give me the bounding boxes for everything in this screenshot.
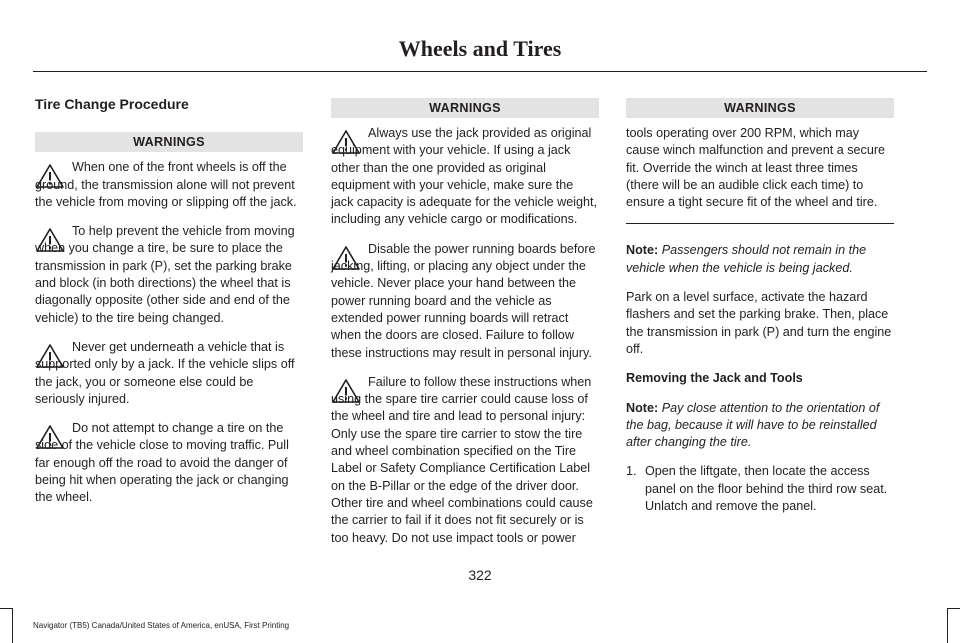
crop-mark-right-horizontal: [948, 608, 960, 609]
warning-item: Do not attempt to change a tire on the side of the vehicle close to moving traffic. Pull far enough off the road to avoid the danger of being hit when operating the jack or changing the wheel.: [35, 421, 289, 505]
warning-triangle-icon: [35, 424, 65, 450]
column-3: [626, 96, 894, 515]
crop-mark-left: [12, 608, 13, 643]
crop-mark-left-horizontal: [0, 608, 12, 609]
warning-continued: tools operating over 200 RPM, which may cause winch malfunction and prevent a secure fit. Override the winch at least three times (there will be an audible click each time) to ensure a tight secure fit of the wheel and tire.: [626, 126, 886, 210]
warning-item: Always use the jack provided as original equipment with your vehicle. If using a jack other than the one provided as original equipment with your vehicle, make sure the jack capacity is adequate for the vehicle weight, including any vehicle cargo or modifications.: [331, 126, 598, 227]
warning-triangle-icon: [331, 378, 361, 404]
note-bag-orientation: Note: Pay close attention to the orientation of the bag, because it will have to be reinstalled after changing the tire.: [626, 400, 880, 450]
warning-triangle-icon: [331, 245, 361, 271]
list-item: 1. Open the liftgate, then locate the access panel on the floor behind the third row seat. Unlatch and remove the panel.: [626, 464, 888, 514]
warnings-header: WARNINGS: [626, 98, 894, 118]
warning-item: Never get underneath a vehicle that is supported only by a jack. If the vehicle slips off the jack, you or someone else could be seriously injured.: [35, 339, 295, 406]
footer-text: Navigator (TB5) Canada/United States of America, enUSA, First Printing: [33, 621, 290, 630]
page-title: Wheels and Tires: [398, 36, 562, 61]
column-2: [331, 96, 599, 559]
steps-list: [626, 463, 894, 515]
crop-mark-right: [947, 608, 948, 643]
section-title: Tire Change Procedure: [35, 96, 189, 112]
warning-triangle-icon: [35, 163, 65, 189]
column-1: [35, 96, 303, 519]
subheading: Removing the Jack and Tools: [626, 371, 803, 386]
warning-triangle-icon: [331, 129, 361, 155]
warning-triangle-icon: [35, 227, 65, 253]
park-instructions: Park on a level surface, activate the hazard flashers and set the parking brake. Then, place the transmission in park (P) and turn the engine off.: [626, 290, 892, 356]
warnings-header: WARNINGS: [331, 98, 599, 118]
note-passengers: Note: Passengers should not remain in the vehicle when the vehicle is being jacked.: [626, 243, 867, 275]
warnings-header: WARNINGS: [35, 132, 303, 152]
header-rule: [33, 71, 927, 72]
warnings-end-rule: [626, 223, 894, 224]
warning-item: Disable the power running boards before jacking, lifting, or placing any object under the vehicle. Never place your hand between the power running board and the vehicle as extended power running boards will retract when the doors are closed. Failure to follow these instructions may result in personal injury.: [331, 241, 596, 360]
warning-item: Failure to follow these instructions when using the spare tire carrier could cause loss of the wheel and tire and lead to personal injury: Only use the spare tire carrier to stow the tire and wheel combination specified on the Tire Label or Safety Compliance Certification Label on the B-Pillar or the edge of the driver door. Other tire and wheel combinations could cause the carrier to fail if it does not fit securely or is too heavy. Do not use impact tools or power: [331, 374, 593, 545]
warning-triangle-icon: [35, 343, 65, 369]
warning-item: To help prevent the vehicle from moving when you change a tire, be sure to place the transmission in park (P), set the parking brake and block (in both directions) the wheel that is diagonally opposite (other side and end of the vehicle) to the tire being changed.: [35, 224, 295, 325]
page-number: 322: [468, 567, 492, 583]
warning-item: When one of the front wheels is off the ground, the transmission alone will not prevent the vehicle from moving or slipping off the jack.: [35, 160, 297, 209]
